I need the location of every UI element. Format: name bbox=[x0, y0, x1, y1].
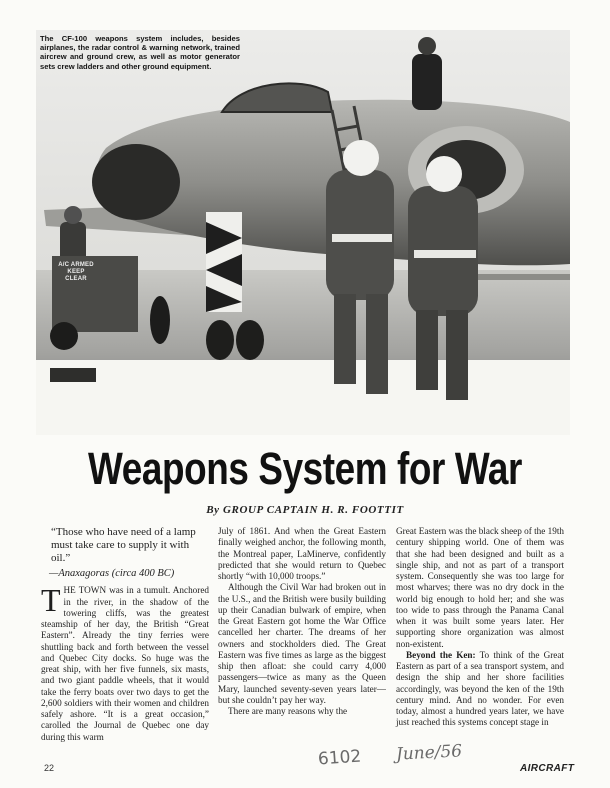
text-column-2 bbox=[218, 526, 386, 717]
paragraph: There are many reasons why the bbox=[228, 706, 348, 716]
drop-cap: T bbox=[41, 582, 61, 619]
article-title: Weapons System for War bbox=[88, 443, 522, 494]
paragraph: Although the Civil War had broken out in the U.S., and the British were busily building up their Canadian bulwark of empire, when the Great Eastern got home the War Office cancelled her charter. The dreams of her owners and stockholders died. The Great Eastern was five times as large as the biggest ship then afloat: she could carry 4,000 passengers—twice as many as the Queen Mary, launched seventy-seven years later—but she couldn’t pay her way. bbox=[218, 582, 386, 705]
magazine-name: AIRCRAFT bbox=[520, 763, 575, 774]
handwritten-number: 6102 bbox=[317, 746, 362, 770]
subhead-paragraph bbox=[396, 650, 564, 729]
photo-caption: The CF-100 weapons system includes, besides airplanes, the radar control & warning network, trained aircrew and ground crew, as well as motor generator sets crew ladders and other ground equipment. bbox=[40, 34, 240, 71]
lede-paragraph bbox=[41, 582, 209, 743]
article-byline: By GROUP CAPTAIN H. R. FOOTTIT bbox=[206, 504, 404, 516]
epigraph-quote: “Those who have need of a lamp must take care to supply it with oil.” bbox=[51, 526, 196, 564]
cf100-photo bbox=[36, 30, 570, 435]
paragraph: July of 1861. And when the Great Eastern finally weighed anchor, the following month, the Montreal paper, LaMinerve, confidently predicted that she would return to Quebec shortly “with 10,000 troops.” bbox=[218, 526, 386, 581]
epigraph-source: —Anaxagoras (circa 400 BC) bbox=[49, 568, 175, 579]
cart-warning-label: A/C ARMED KEEP CLEAR bbox=[58, 262, 94, 282]
page-number: 22 bbox=[44, 763, 55, 773]
handwritten-date: June/56 bbox=[395, 741, 463, 765]
text-column-1 bbox=[41, 526, 209, 743]
text-column-3 bbox=[396, 526, 564, 729]
run-in-subhead: Beyond the Ken: bbox=[406, 649, 476, 660]
paragraph: Great Eastern was the black sheep of the 19th century shipping world. One of them was that she had been designed and built as a single ship, and not as part of a transport system. Consequently she was too large for most wharves; there was no dry dock in the world big enough to hold her; and she was too wide to pass through the Panama Canal when it was built some years later. Her supporting shore organization was almost non-existent. bbox=[396, 526, 564, 649]
photo-illustration bbox=[36, 30, 570, 435]
lede-text: HE TOWN was in a tumult. Anchored in the river, in the shadow of the towering cliffs, was the greatest steamship of her day, the British “Great Eastern”. Already the tiny ferries were shuttling back and forth between the vessel and Quebec City docks. So huge was the great ship, with her five funnels, six masts, and two giant paddle wheels, that it would take the ferry boats over two days to get the 2,600 soldiers with their women and children safely ashore. “It is a great occasion,” carolled the Journal de Quebec one day during this warm bbox=[41, 585, 209, 742]
paragraph-text: To think of the Great Eastern as part of a sea transport system, and design the ship and her shore facilities accordingly, was beyond the ken of the 19th century mind. And no wonder. For even today, almost a hundred years later, we have just reached this systems concept stage in bbox=[396, 649, 564, 728]
